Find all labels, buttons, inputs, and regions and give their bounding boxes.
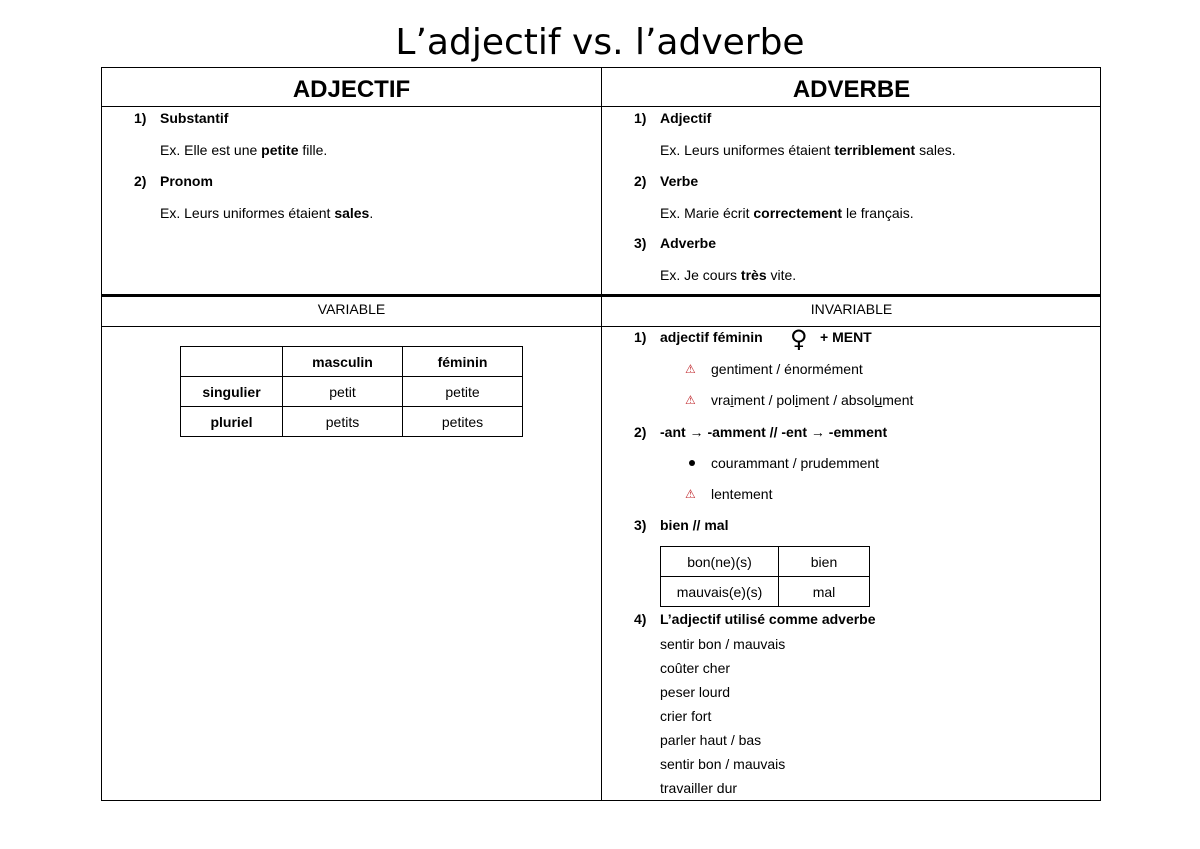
table-header-cell: féminin [403, 347, 523, 377]
rule-example: courammant / prudemment [711, 455, 880, 471]
rule-number: 2) [634, 424, 647, 440]
rule-suffix: + MENT [820, 329, 872, 345]
adverbe-item-number: 3) [634, 235, 647, 251]
table-row [181, 377, 523, 407]
page-title: L’adjectif vs. l’adverbe [395, 22, 805, 63]
table-cell: petits [283, 407, 403, 437]
adverbe-item-label: Adjectif [660, 110, 712, 126]
column-header-adverbe: ADVERBE [792, 76, 911, 103]
variable-label: VARIABLE [317, 301, 386, 317]
warning-triangle-icon: ⚠ [685, 393, 696, 407]
table-row-header: singulier [181, 377, 283, 407]
adjectif-item-number: 1) [134, 110, 147, 126]
rule-example: vraiment / poliment / absolument [711, 392, 914, 408]
rule-label: L’adjectif utilisé comme adverbe [660, 611, 876, 627]
adjectif-example: Ex. Elle est une petite fille. [160, 142, 328, 158]
rule-example: lentement [711, 486, 773, 502]
adverbe-example: Ex. Je cours très vite. [660, 267, 797, 283]
adverbe-item-label: Verbe [660, 173, 699, 189]
adverbe-item-number: 1) [634, 110, 647, 126]
rule-number: 1) [634, 329, 647, 345]
table-row [661, 577, 870, 607]
list-item: peser lourd [660, 684, 731, 700]
table-row [181, 407, 523, 437]
list-item: travailler dur [660, 780, 738, 796]
table-row [661, 547, 870, 577]
adjectif-item-label: Pronom [160, 173, 213, 189]
adverbe-item-label: Adverbe [660, 235, 717, 251]
bien-mal-table [660, 546, 870, 607]
adverbe-example: Ex. Leurs uniformes étaient terriblement sales. [660, 142, 956, 158]
table-cell: bon(ne)(s) [661, 547, 779, 577]
rule-label: bien // mal [660, 517, 729, 533]
adjectif-example: Ex. Leurs uniformes étaient sales. [160, 205, 374, 221]
variable-table [180, 346, 523, 437]
rule-label: -ant → -amment // -ent → -emment [660, 424, 888, 440]
rule-number: 4) [634, 611, 647, 627]
table-cell: petite [403, 377, 523, 407]
adverbe-item-number: 2) [634, 173, 647, 189]
list-item: parler haut / bas [660, 732, 762, 748]
header-divider [102, 106, 1100, 107]
column-header-adjectif: ADJECTIF [292, 76, 411, 103]
label-divider [102, 326, 1100, 327]
adjectif-item-number: 2) [134, 173, 147, 189]
table-cell: mal [779, 577, 870, 607]
list-item: coûter cher [660, 660, 731, 676]
warning-triangle-icon: ⚠ [685, 362, 696, 376]
comparison-table [101, 67, 1101, 801]
adjectif-item-label: Substantif [160, 110, 229, 126]
rule-number: 3) [634, 517, 647, 533]
list-item: sentir bon / mauvais [660, 636, 786, 652]
list-item: crier fort [660, 708, 712, 724]
table-header-cell: masculin [283, 347, 403, 377]
table-cell: bien [779, 547, 870, 577]
column-divider [601, 68, 602, 800]
female-symbol-icon: ♀ [790, 325, 808, 353]
warning-triangle-icon: ⚠ [685, 487, 696, 501]
table-cell: petites [403, 407, 523, 437]
rule-example: gentiment / énormément [711, 361, 863, 377]
adverbe-example: Ex. Marie écrit correctement le français. [660, 205, 914, 221]
table-header-cell [181, 347, 283, 377]
list-item: sentir bon / mauvais [660, 756, 786, 772]
invariable-label: INVARIABLE [810, 301, 893, 317]
rule-label: adjectif féminin [660, 329, 763, 345]
bullet-icon [689, 460, 695, 466]
table-cell: mauvais(e)(s) [661, 577, 779, 607]
table-cell: petit [283, 377, 403, 407]
table-row-header: pluriel [181, 407, 283, 437]
